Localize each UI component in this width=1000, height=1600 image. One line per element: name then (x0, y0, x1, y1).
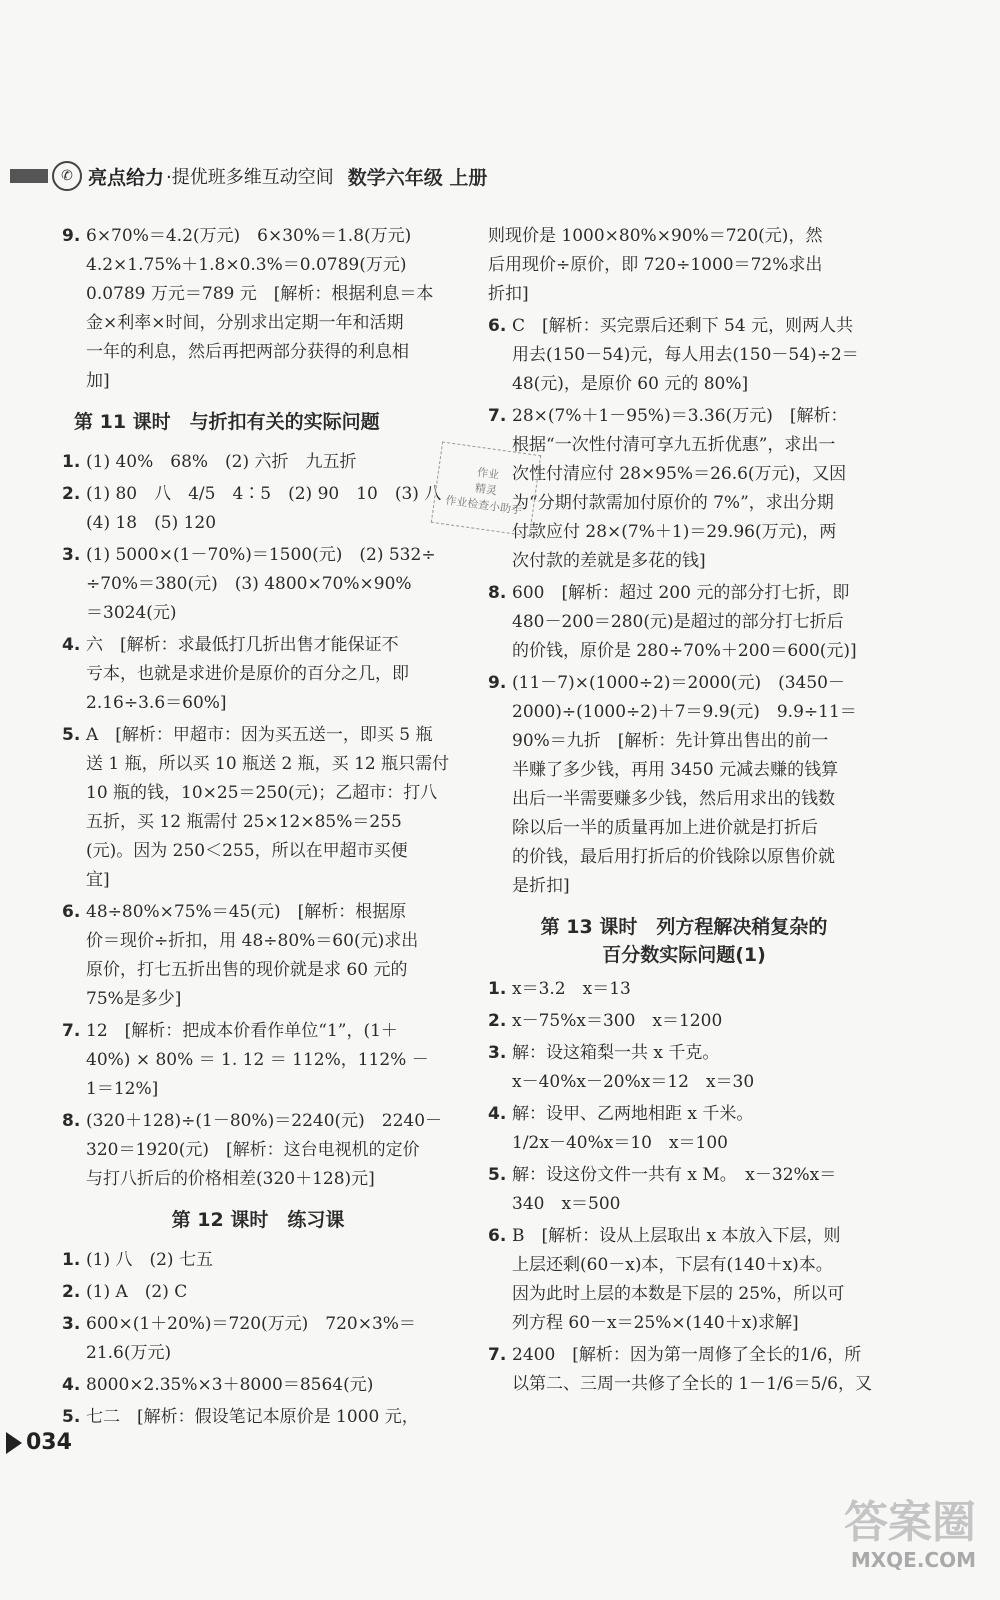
item-number: 9. (62, 226, 81, 246)
item-number: 4. (62, 1375, 81, 1395)
answer-item (488, 402, 880, 576)
left-column (62, 222, 454, 1435)
line: 48(元)，是原价 60 元的 80%] (512, 374, 749, 394)
line: 列方程 60－x＝25%×(140＋x)求解] (512, 1313, 799, 1333)
line: 320＝1920(元) [解析：这台电视机的定价 (86, 1140, 420, 1160)
line: 12 [解析：把成本价看作单位“1”，(1＋ (86, 1021, 398, 1041)
line: A [解析：甲超市：因为买五送一，即买 5 瓶 (86, 725, 433, 745)
line: 6×70%＝4.2(万元) 6×30%＝1.8(万元) (86, 226, 412, 246)
answer-item (488, 1222, 880, 1338)
line: 则现价是 1000×80%×90%＝720(元)，然 (488, 226, 823, 246)
line: 是折扣] (512, 876, 570, 896)
line: x－75%x＝300 x＝1200 (512, 1011, 723, 1031)
item-number: 3. (62, 545, 81, 565)
item-number: 2. (488, 1011, 507, 1031)
item-number: 2. (62, 1282, 81, 1302)
line: 加] (86, 371, 110, 391)
checker-stamp (431, 441, 541, 536)
line: 8000×2.35%×3＋8000＝8564(元) (86, 1375, 374, 1395)
page-arrow-icon (6, 1432, 22, 1454)
lesson-13-heading: 第 13 课时 列方程解决稍复杂的 (540, 916, 828, 938)
line: (1) 5000×(1－70%)＝1500(元) (2) 532÷ (86, 545, 436, 565)
line: 上层还剩(60－x)本，下层有(140＋x)本。 (512, 1255, 833, 1275)
line: 宜] (86, 870, 110, 890)
answer-item (488, 975, 880, 1004)
item-number: 7. (488, 1345, 507, 1365)
item-number: 5. (488, 1165, 507, 1185)
line: 付款应付 28×(7%＋1)＝29.96(万元)，两 (512, 522, 837, 542)
answer-item (488, 1100, 880, 1158)
line: 21.6(万元) (86, 1343, 172, 1363)
answer-item (62, 480, 454, 538)
lesson-12-heading: 第 12 课时 练习课 (171, 1209, 345, 1231)
line: 48÷80%×75%＝45(元) [解析：根据原 (86, 902, 407, 922)
answer-item (488, 1039, 880, 1097)
line: 600 [解析：超过 200 元的部分打七折，即 (512, 583, 850, 603)
answer-item (488, 1341, 880, 1399)
line: 七二 [解析：假设笔记本原价是 1000 元， (86, 1407, 419, 1427)
item-number: 9. (488, 673, 507, 693)
line: 次性付清应付 28×95%＝26.6(万元)，又因 (512, 464, 847, 484)
line: 4.2×1.75%＋1.8×0.3%＝0.0789(万元) (86, 255, 407, 275)
line: 480－200＝280(元)是超过的部分打七折后 (512, 612, 844, 632)
item-number: 7. (62, 1021, 81, 1041)
line: 1＝12%] (86, 1079, 159, 1099)
line: C [解析：买完票后还剩下 54 元，则两人共 (512, 316, 854, 336)
stamp-line: 作业 (476, 465, 500, 482)
line: 五折，买 12 瓶需付 25×12×85%＝255 (86, 812, 402, 832)
line: 用去(150－54)元，每人用去(150－54)÷2＝ (512, 345, 859, 365)
lesson-11-heading: 第 11 课时 与折扣有关的实际问题 (74, 411, 380, 433)
answer-item (488, 579, 880, 666)
page-number (6, 1430, 72, 1455)
item-number: 6. (488, 316, 507, 336)
page-number-text: 034 (26, 1430, 72, 1455)
line: 价＝现价÷折扣，用 48÷80%＝60(元)求出 (86, 931, 419, 951)
continued-text (488, 222, 880, 309)
line: 原价，打七五折出售的现价就是求 60 元的 (86, 960, 408, 980)
line: 600×(1＋20%)＝720(万元) 720×3%＝ (86, 1314, 416, 1334)
answer-item (62, 541, 454, 628)
line: 90%＝九折 [解析：先计算出售出的前一 (512, 731, 829, 751)
book-title: 数学六年级 上册 (347, 166, 488, 189)
answer-item (62, 1017, 454, 1104)
item-number: 4. (488, 1104, 507, 1124)
answer-item (62, 448, 454, 477)
item-number: 6. (62, 902, 81, 922)
line: 2.16÷3.6＝60%] (86, 693, 227, 713)
line: 后用现价÷原价，即 720÷1000＝72%求出 (488, 255, 823, 275)
brand-logo-icon: ✆ (52, 161, 82, 191)
item-number: 1. (488, 979, 507, 999)
header-bar-decoration (10, 169, 48, 183)
line: 折扣] (488, 284, 529, 304)
line: x＝3.2 x＝13 (512, 979, 631, 999)
line: 与打八折后的价格相差(320＋128)元] (86, 1169, 375, 1189)
line: 的价钱，原价是 280÷70%＋200＝600(元)] (512, 641, 857, 661)
line: 一年的利息，然后再把两部分获得的利息相 (86, 342, 409, 362)
line: 因为此时上层的本数是下层的 25%，所以可 (512, 1284, 845, 1304)
line: (1) A (2) C (86, 1282, 188, 1302)
line: 金×利率×时间，分别求出定期一年和活期 (86, 313, 404, 333)
line: 28×(7%＋1－95%)＝3.36(万元) [解析： (512, 406, 848, 426)
line: 的价钱，最后用打折后的价钱除以原售价就 (512, 847, 835, 867)
line: 除以后一半的质量再加上进价就是打折后 (512, 818, 818, 838)
item-number: 5. (62, 725, 81, 745)
line: 40%) × 80% ＝ 1. 12 ＝ 112%，112% － (86, 1050, 429, 1070)
answer-item (488, 1161, 880, 1219)
item-number: 1. (62, 452, 81, 472)
line: 解：设这份文件一共有 x M。 x－32%x＝ (512, 1165, 837, 1185)
line: (11－7)×(1000÷2)＝2000(元) (3450－ (512, 673, 845, 693)
line: 送 1 瓶，所以买 10 瓶送 2 瓶，买 12 瓶只需付 (86, 754, 450, 774)
page-header (10, 160, 990, 192)
answer-item (62, 222, 454, 396)
item-number: 5. (62, 1407, 81, 1427)
brand-subtitle: ·提优班多维互动空间 (166, 167, 334, 188)
item-number: 4. (62, 635, 81, 655)
item-number: 8. (488, 583, 507, 603)
line: 根据“一次性付清可享九五折优惠”，求出一 (512, 435, 836, 455)
answer-item (488, 669, 880, 901)
answer-item (62, 1310, 454, 1368)
line: B [解析：设从上层取出 x 本放入下层，则 (512, 1226, 841, 1246)
lesson-13-subheading: 百分数实际问题(1) (602, 944, 766, 966)
answer-item (62, 1107, 454, 1194)
line: 1/2x－40%x＝10 x＝100 (512, 1133, 728, 1153)
item-number: 3. (488, 1043, 507, 1063)
answer-item (488, 1007, 880, 1036)
line: (1) 40% 68% (2) 六折 九五折 (86, 452, 357, 472)
brand-name: 亮点给力 (88, 166, 165, 189)
line: 以第二、三周一共修了全长的 1－1/6＝5/6，又 (512, 1374, 872, 1394)
item-number: 7. (488, 406, 507, 426)
line: (1) 80 八 4/5 4∶5 (2) 90 10 (3) 八 (86, 484, 442, 504)
answer-item (62, 631, 454, 718)
line: x－40%x－20%x＝12 x＝30 (512, 1072, 755, 1092)
line: (1) 八 (2) 七五 (86, 1250, 213, 1270)
right-column (488, 222, 880, 1402)
line: 次付款的差就是多花的钱] (512, 551, 706, 571)
line: 亏本，也就是求进价是原价的百分之几，即 (86, 664, 409, 684)
item-number: 3. (62, 1314, 81, 1334)
lesson-12-answers (62, 1246, 454, 1432)
line: ÷70%＝380(元) (3) 4800×70%×90% (86, 574, 412, 594)
lesson-11-answers (62, 448, 454, 1194)
answer-item (62, 1371, 454, 1400)
answer-item (62, 721, 454, 895)
watermark-url: MXQE.COM (850, 1548, 976, 1572)
item-number: 2. (62, 484, 81, 504)
line: 出后一半需要赚多少钱，然后用求出的钱数 (512, 789, 835, 809)
answer-item (488, 312, 880, 399)
answer-item (62, 1246, 454, 1275)
line: 半赚了多少钱，再用 3450 元减去赚的钱算 (512, 760, 839, 780)
line: (元)。因为 250＜255，所以在甲超市买便 (86, 841, 408, 861)
line: 六 [解析：求最低打几折出售才能保证不 (86, 635, 399, 655)
line: 340 x＝500 (512, 1194, 621, 1214)
line: 75%是多少] (86, 989, 182, 1009)
line: ＝3024(元) (86, 603, 177, 623)
item-number: 6. (488, 1226, 507, 1246)
line: 解：设甲、乙两地相距 x 千米。 (512, 1104, 754, 1124)
lesson-13-answers (488, 975, 880, 1399)
line: 0.0789 万元＝789 元 [解析：根据利息＝本 (86, 284, 434, 304)
answer-item (62, 898, 454, 1014)
watermark-logo: 答案圈 (844, 1497, 976, 1548)
line: 为“分期付款需加付原价的 7%”，求出分期 (512, 493, 834, 513)
line: 10 瓶的钱，10×25＝250(元)；乙超市：打八 (86, 783, 438, 803)
line: 2000)÷(1000÷2)＋7＝9.9(元) 9.9÷11＝ (512, 702, 857, 722)
stamp-line: 精灵 (474, 481, 498, 498)
item-number: 8. (62, 1111, 81, 1131)
line: 解：设这箱梨一共 x 千克。 (512, 1043, 720, 1063)
line: (320＋128)÷(1－80%)＝2240(元) 2240－ (86, 1111, 443, 1131)
answer-item (62, 1403, 454, 1432)
corner-watermark (844, 1498, 976, 1572)
lesson-12-answers-continued (488, 312, 880, 901)
answer-item (62, 1278, 454, 1307)
line: (4) 18 (5) 120 (86, 513, 217, 533)
item-number: 1. (62, 1250, 81, 1270)
stamp-line: 作业检查小助手 (444, 493, 523, 518)
line: 2400 [解析：因为第一周修了全长的1/6，所 (512, 1345, 862, 1365)
